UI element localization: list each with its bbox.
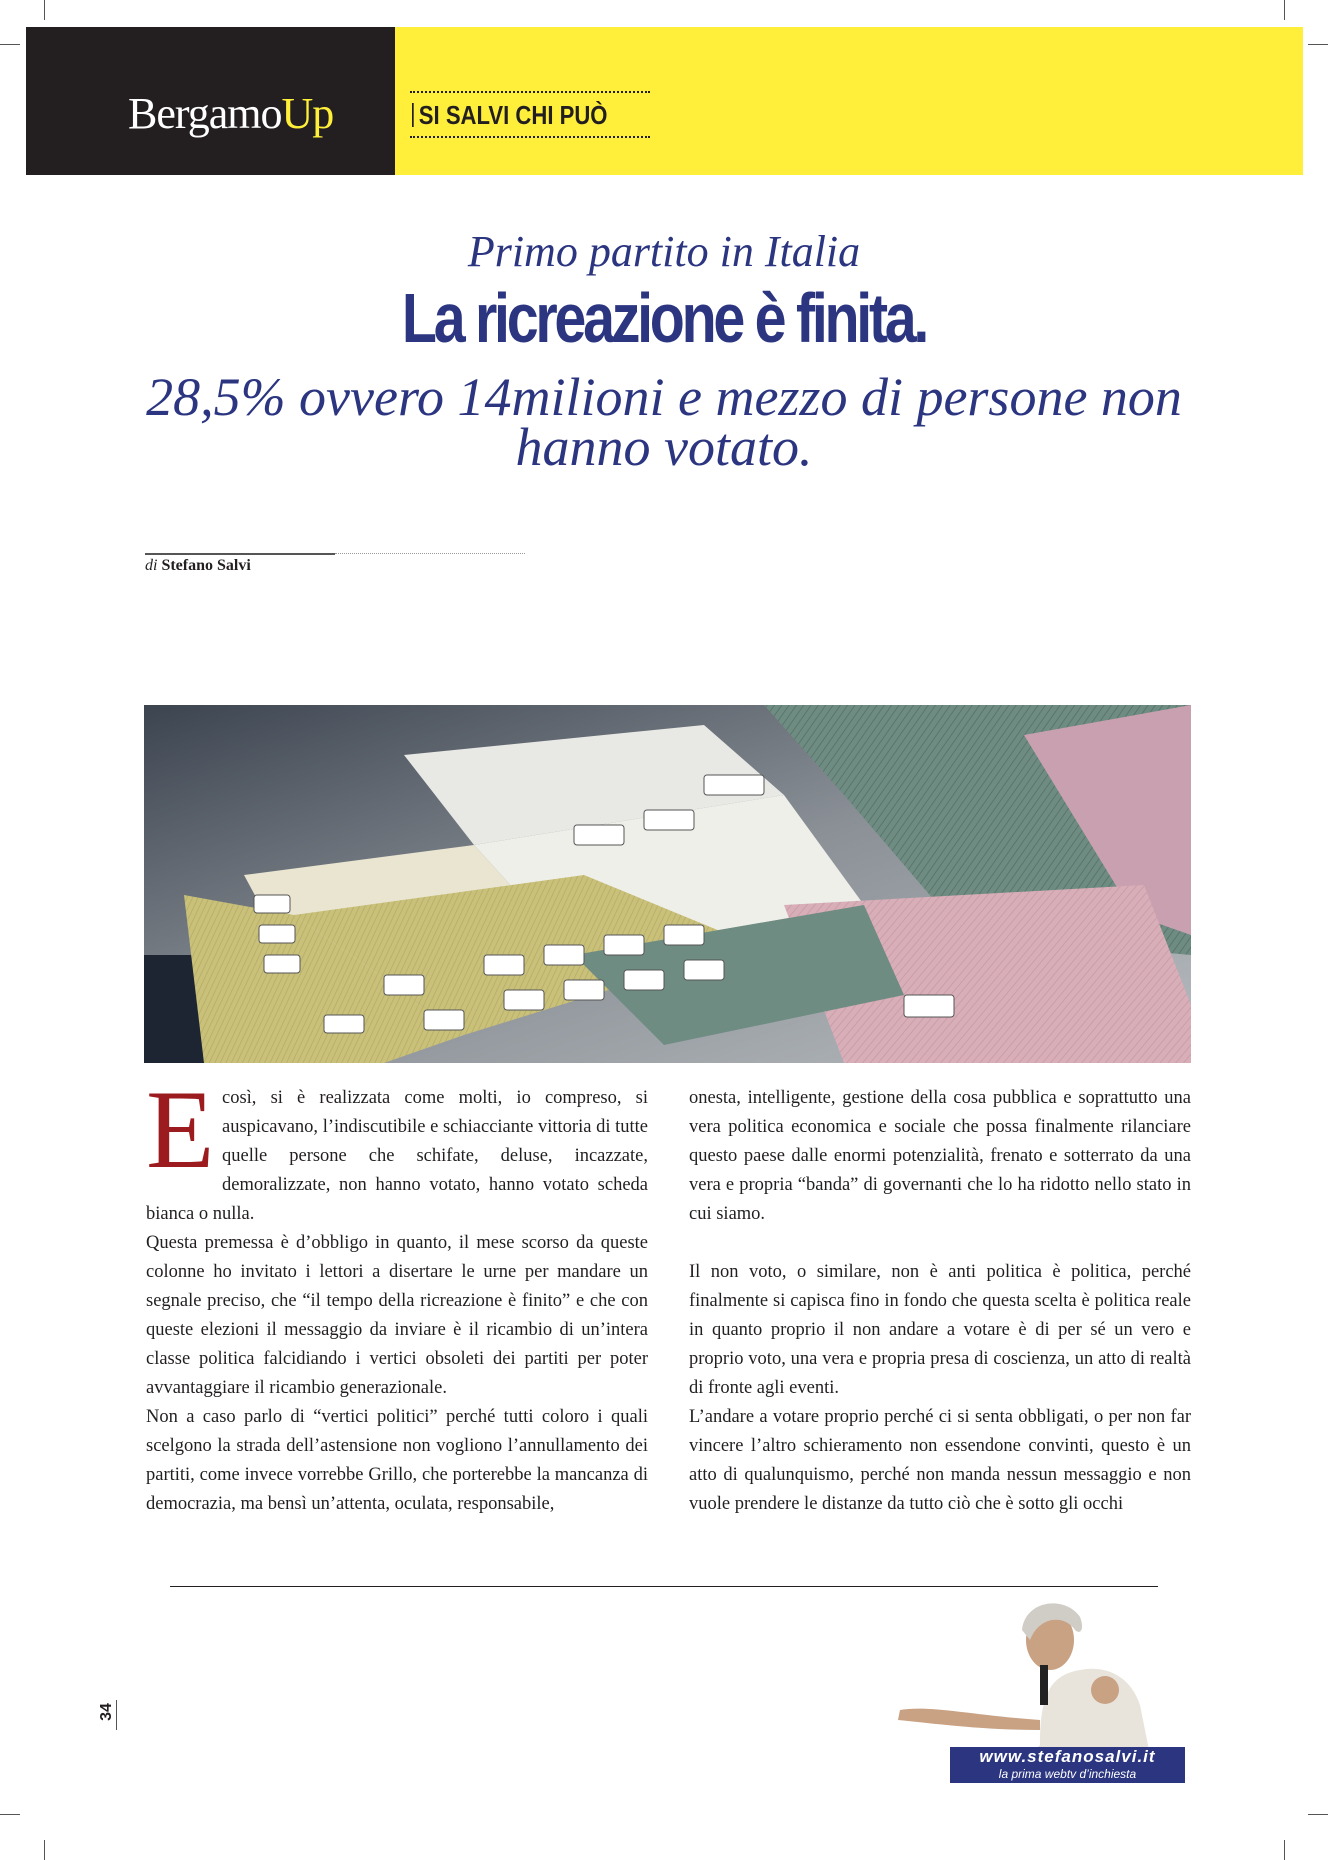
section-bar [412,103,414,127]
paragraph-spacer [689,1229,1191,1258]
byline-author: Stefano Salvi [161,557,251,574]
crop-mark [1308,44,1328,45]
byline-prefix: di [145,557,158,574]
ballot-papers-photo [144,705,1191,1063]
logo-main-text: Bergamo [128,89,282,138]
page-number-rule [116,1700,117,1730]
article-column-1 [146,1068,648,1519]
paragraph: L’andare a votare proprio perché ci si senta obbligati, o per non far vincere l’altro schieramento non essendone convinti, questo è un atto di qualunquismo, perché non manda nessun messaggio e non vuole prendere le distanze da tutto ciò che è sotto gli occhi [689,1407,1191,1514]
ad-tagline: la prima webtv d’inchiesta [998,1767,1137,1781]
crop-mark [0,44,20,45]
crop-mark [1284,1840,1285,1860]
section-label [412,100,608,131]
crop-mark [0,1814,20,1815]
byline [145,557,251,575]
paragraph: Non a caso parlo di “vertici politici” perché tutti coloro i quali scelgono la strada dell’astensione non vogliono l’annullamento dei partiti, come invece vorrebbe Grillo, che porterebbe la mancanza di democrazia, ma bensì un’attenta, oculata, responsabile, [146,1407,648,1514]
article-headline: La ricreazione è finita. [401,279,927,357]
section-dotted-rule [410,136,650,138]
page-number: 34 [98,1703,115,1721]
paragraph: Il non voto, o similare, non è anti politica è politica, perché finalmente si capisca fino in fondo che questa scelta è politica reale in quanto proprio il non andare a votare è di per sé un vero e proprio voto, una vera e propria presa di coscienza, un atto di realtà di fronte agli eventi. [689,1262,1191,1398]
crop-mark [44,0,45,20]
crop-mark [44,1840,45,1860]
article-subhead: 28,5% ovvero 14milioni e mezzo di persone non hanno votato. [146,367,1182,477]
article-column-2 [689,1084,1191,1519]
paragraph: così, si è realizzata come molti, io compreso, si auspicavano, l’indiscutibile e schiacciante vittoria di tutte quelle persone che schifate, deluse, incazzate, demoralizzate, non hanno votato, hanno votato scheda bianca o nulla. [146,1088,648,1224]
section-dotted-rule [410,91,650,93]
byline-dotted-rule [335,553,525,554]
ad-url[interactable]: www.stefanosalvi.it [979,1747,1156,1766]
magazine-logo [128,88,333,139]
paragraph: onesta, intelligente, gestione della cosa pubblica e soprattutto una vera politica economica e sociale che possa finalmente rilanciare questo paese dalle enormi potenzialità, frenato e sotterrato da una vera e propria “banda” di governanti che lo ha ridotto nello stato in cui siamo. [689,1088,1191,1224]
logo-accent-text: Up [281,89,334,138]
section-label-text: SI SALVI CHI PUÒ [418,100,608,130]
article-kicker: Primo partito in Italia [467,227,861,276]
speaker-photo [890,1595,1185,1755]
crop-mark [1284,0,1285,20]
bottom-rule [170,1586,1158,1587]
webtv-advertisement[interactable] [890,1595,1185,1785]
ballot-papers-illustration [144,705,1191,1063]
drop-cap: E [146,1068,215,1192]
crop-mark [1308,1814,1328,1815]
byline-rule [145,553,335,555]
paragraph: Questa premessa è d’obbligo in quanto, il mese scorso da queste colonne ho invitato i lettori a disertare le urne per mandare un segnale preciso, che “il tempo della ricreazione è finito” e che con queste elezioni il messaggio da inviare è il ricambio di un’intera classe politica falcidiando i vertici obsoleti dei partiti per poter avvantaggiare il ricambio generazionale. [146,1233,648,1398]
